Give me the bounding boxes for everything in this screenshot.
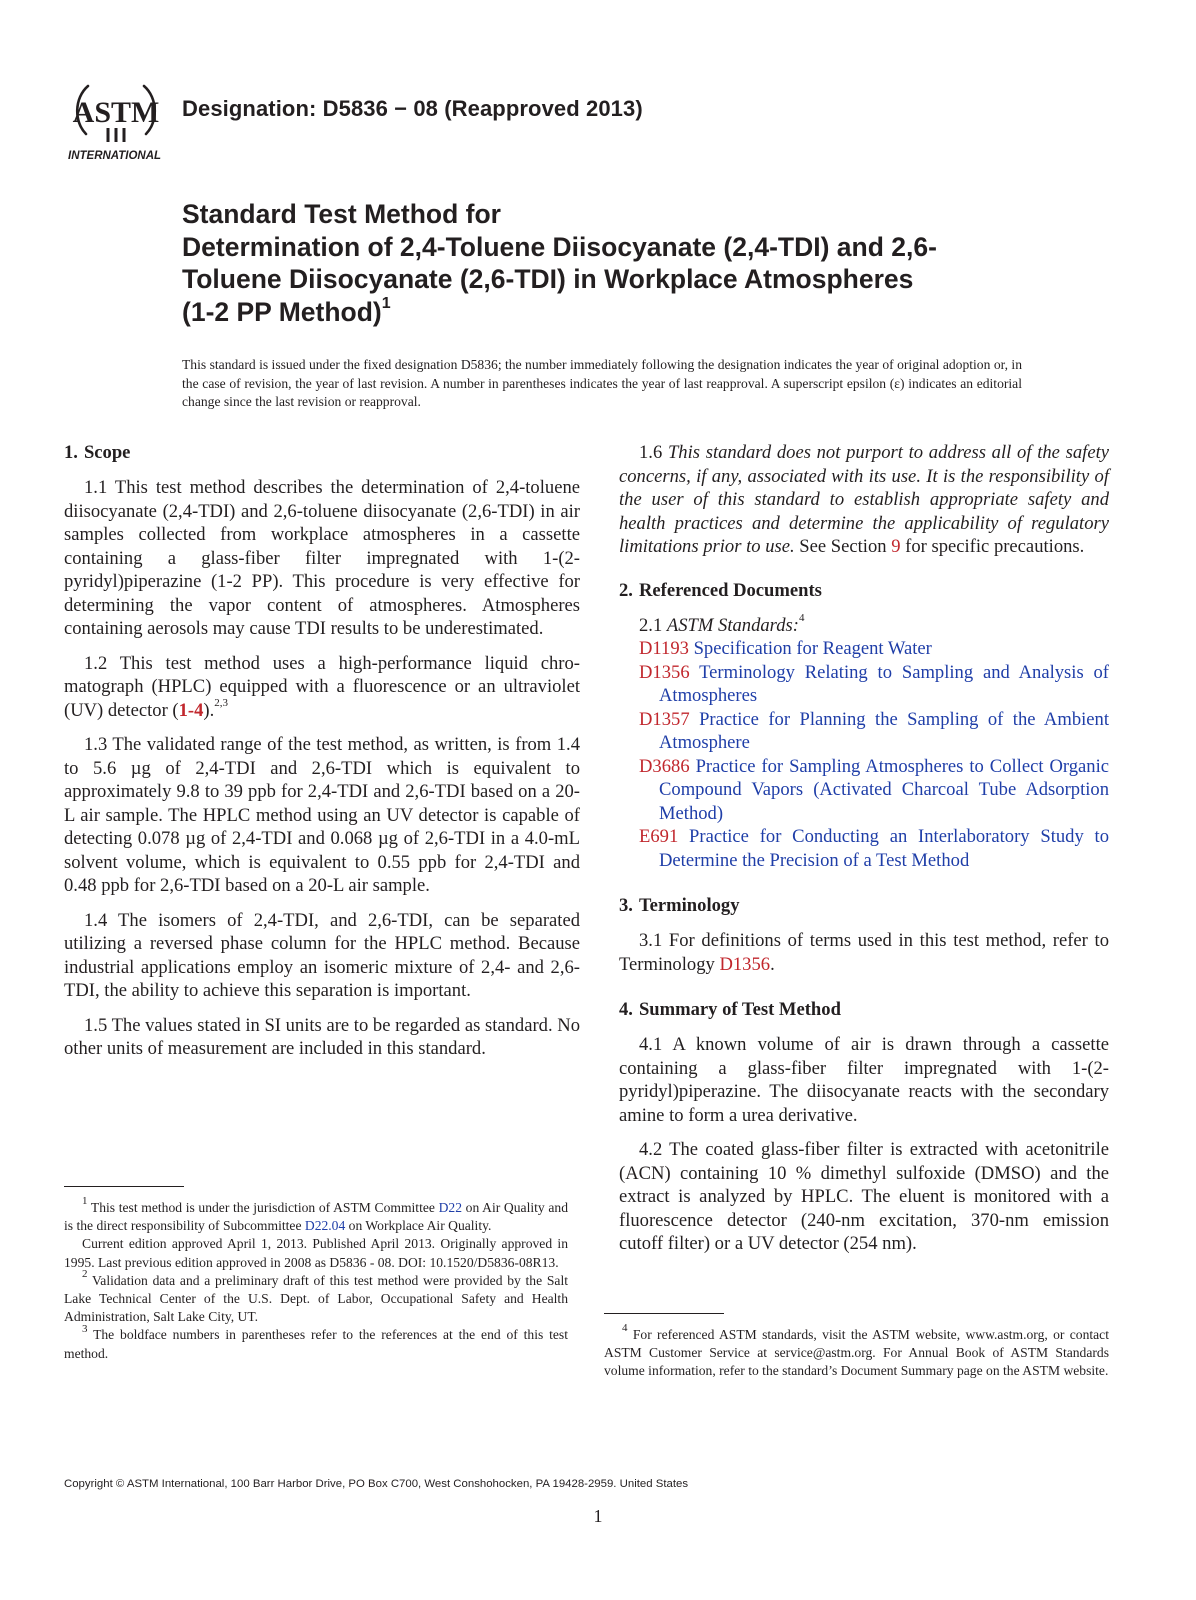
title-line-4 (182, 296, 1062, 329)
reference-code[interactable]: D1357 (639, 708, 690, 730)
paragraph-1-4: 1.4 The isomers of 2,4-TDI, and 2,6-TDI, can be separated utilizing a reversed phase column for the HPLC method. Because industrial applications employ an isomeric mixture of 2,4- and 2,6-TDI, the ability to achieve this separation is important. (64, 909, 580, 1001)
reference-link[interactable]: 1-4 (178, 699, 204, 721)
paragraph-1-2 (64, 652, 580, 723)
section-heading-referenced-documents (619, 579, 1109, 603)
footnote-1-edition: Current edition approved April 1, 2013. Published April 2013. Originally approved in 1995. Last previous edition approved in 2008 as D5836 - 08. DOI: 10.1520/D5836-08R13. (64, 1236, 568, 1270)
section-title: Referenced Documents (638, 579, 822, 601)
reference-title[interactable]: Practice for Planning the Sampling of the Ambient Atmosphere (659, 708, 1109, 753)
paragraph-2-1 (619, 614, 1109, 638)
section-number: 1. (64, 442, 78, 463)
reference-code[interactable]: D1193 (639, 638, 689, 659)
reference-e691[interactable] (619, 825, 1109, 872)
page-number: 1 (593, 1506, 603, 1526)
section-number: 2. (619, 579, 633, 601)
footnotes-right (604, 1322, 1109, 1381)
reference-d1193[interactable] (619, 637, 1109, 661)
paragraph-text: . (770, 953, 775, 975)
subcommittee-link[interactable]: D22.04 (304, 1218, 346, 1234)
reference-d3686[interactable] (619, 755, 1109, 826)
paragraph-text: 1.2 This test method uses a high-performance liquid chromatograph (HPLC) equipped with a fluorescence or an ultraviolet (UV) detector ( (64, 652, 580, 721)
footnote-mark: 3 (82, 1322, 88, 1335)
title-line-4-text: (1-2 PP Method) (182, 296, 382, 327)
footnote-mark: 2,3 (214, 697, 228, 710)
paragraph-4-2: 4.2 The coated glass-fiber filter is extracted with acetonitrile (ACN) containing 10 % dimethyl sulfoxide (DMSO) and the extract is analyzed by HPLC. The eluent is monitored with a fluorescence detector (240-nm excitation, 370-nm emission cutoff filter) or a UV detector (254 nm). (619, 1139, 1109, 1254)
document-title (182, 198, 1062, 328)
footnotes-left (64, 1195, 568, 1363)
footnote-rule-right (604, 1313, 724, 1314)
terminology-link[interactable]: D1356 (719, 953, 771, 975)
section-title: Summary of Test Method (638, 999, 841, 1020)
paragraph-number: 2.1 (639, 614, 667, 636)
reference-code[interactable]: E691 (639, 826, 679, 847)
footnote-text: Validation data and a preliminary draft of this test method were provided by the Salt Lake Technical Center of the U.S. Dept. of Labor, Occupational Safety and Health Administration, Salt Lake City, UT. (64, 1272, 568, 1325)
paragraph-1-3: 1.3 The validated range of the test method, as written, is from 1.4 to 5.6 µg of 2,4-TDI and 2,6-TDI which is equivalent to approximately 9.8 to 39 ppb for 2,4-TDI and 2,6-TDI based on a 20-L air sample. The HPLC method using an UV detector is capable of detecting 0.078 µg of 2,4-TDI and 0.068 µg of 2,6-TDI in a 4.0-mL solvent volume, which is equivalent to 0.55 ppb for 2,4-TDI and 0.48 ppb for 2,6-TDI based on a 20-L air sample. (64, 734, 580, 896)
paragraph-1-1: 1.1 This test method describes the determination of 2,4-toluene diisocyanate (2,4-TDI) and 2,6-toluene diisocyanate (2,6-TDI) in air samples collected from workplace atmospheres in a cassette containing a glass-fiber filter impregnated with 1-(2-pyridyl)piperazine (1-2 PP). This procedure is very effective for determining the vapor content of atmospheres. Atmospheres containing aerosols may cause TDI results to be underestimated. (64, 477, 580, 639)
footnote-2 (64, 1268, 568, 1327)
section-heading-terminology (619, 894, 1109, 918)
reference-code[interactable]: D3686 (639, 755, 690, 777)
footnote-text: on Air Quality and is the direct responsibility of Subcommittee (64, 1200, 568, 1234)
paragraph-4-1: 4.1 A known volume of air is drawn through a cassette containing a glass-fiber filter impregnated with 1-(2-pyridyl)piperazine. The diisocyanate reacts with the secondary amine to form a urea derivative. (619, 1034, 1109, 1126)
section-heading-summary (619, 998, 1109, 1022)
astm-standards-label: ASTM Standards: (666, 614, 799, 636)
reference-title[interactable]: Practice for Sampling Atmospheres to Collect Organic Compound Vapors (Activated Charcoal Tube Adsorption Method) (659, 755, 1109, 824)
footnote-mark: 1 (82, 1195, 88, 1208)
footnote-mark: 4 (622, 1322, 628, 1335)
paragraph-1-6 (619, 441, 1109, 559)
copyright-notice: Copyright © ASTM International, 100 Barr Harbor Drive, PO Box C700, West Conshohocken, PA 19428-2959. United States (64, 1478, 689, 1490)
paragraph-3-1 (619, 929, 1109, 976)
reference-d1357[interactable] (619, 708, 1109, 755)
footnote-rule-left (64, 1186, 184, 1187)
title-footnote-mark: 1 (381, 294, 391, 312)
paragraph-text: for specific precautions. (900, 536, 1085, 557)
footnote-3 (64, 1322, 568, 1362)
section-number: 4. (619, 999, 633, 1020)
section-number: 3. (619, 895, 633, 916)
footnote-mark: 2 (82, 1268, 88, 1281)
issuance-note: This standard is issued under the fixed designation D5836; the number immediately following the designation indicates the year of original adoption or, in the case of revision, the year of last revision. A number in parentheses indicates the year of last reapproval. A superscript epsilon (ε) indicates an editorial change since the last revision or reapproval. (182, 357, 1022, 409)
title-line-3: Toluene Diisocyanate (2,6-TDI) in Workplace Atmospheres (182, 264, 914, 294)
footnote-text: on Workplace Air Quality. (345, 1218, 492, 1234)
left-column (64, 441, 580, 1072)
paragraph-1-5: 1.5 The values stated in SI units are to be regarded as standard. No other units of measurement are included in this standard. (64, 1014, 580, 1059)
section-title: Terminology (638, 895, 740, 916)
safety-statement: This standard does not purport to address all of the safety concerns, if any, associated with its use. It is the responsibility of the user of this standard to establish appropriate safety and health practices and determine the applicability of regulatory limitations prior to use. (619, 442, 1109, 557)
right-column (619, 441, 1109, 1267)
paragraph-number: 1.6 (639, 442, 668, 463)
title-line-1: Standard Test Method for (182, 199, 501, 229)
reference-title[interactable]: Terminology Relating to Sampling and Analysis of Atmospheres (659, 661, 1109, 706)
designation: Designation: D5836 − 08 (Reapproved 2013) (182, 96, 643, 121)
paragraph-text: ). (203, 699, 215, 721)
reference-code[interactable]: D1356 (639, 661, 690, 683)
paragraph-text: 3.1 For definitions of terms used in this test method, refer to Terminology (619, 930, 1109, 975)
title-line-2: Determination of 2,4-Toluene Diisocyanate (2,4-TDI) and 2,6- (182, 231, 937, 262)
section-heading-scope (64, 441, 580, 465)
footnote-text: For referenced ASTM standards, visit the ASTM website, www.astm.org, or contact ASTM Customer Service at service@astm.org. For Annual Book of ASTM Standards volume information, refer to the standard’s Document Summary page on the ASTM website. (604, 1327, 1109, 1379)
logo-letters: ASTM (72, 96, 160, 129)
footnote-text: The boldface numbers in parentheses refer to the references at the end of this test method. (64, 1327, 568, 1361)
reference-title[interactable]: Specification for Reagent Water (693, 638, 932, 659)
footnote-mark: 4 (798, 612, 805, 625)
reference-d1356[interactable] (619, 661, 1109, 708)
astm-logo (64, 70, 168, 162)
footnote-text: This test method is under the jurisdiction of ASTM Committee (87, 1200, 439, 1215)
paragraph-text: See Section (794, 536, 892, 557)
footnote-1 (64, 1195, 568, 1235)
section-title: Scope (83, 442, 131, 463)
committee-link[interactable]: D22 (438, 1200, 462, 1215)
footnote-4 (604, 1322, 1109, 1381)
reference-title[interactable]: Practice for Conducting an Interlaboratory Study to Determine the Precision of a Test Method (659, 826, 1109, 871)
section-link[interactable]: 9 (891, 536, 901, 557)
logo-caption: INTERNATIONAL (68, 150, 162, 162)
